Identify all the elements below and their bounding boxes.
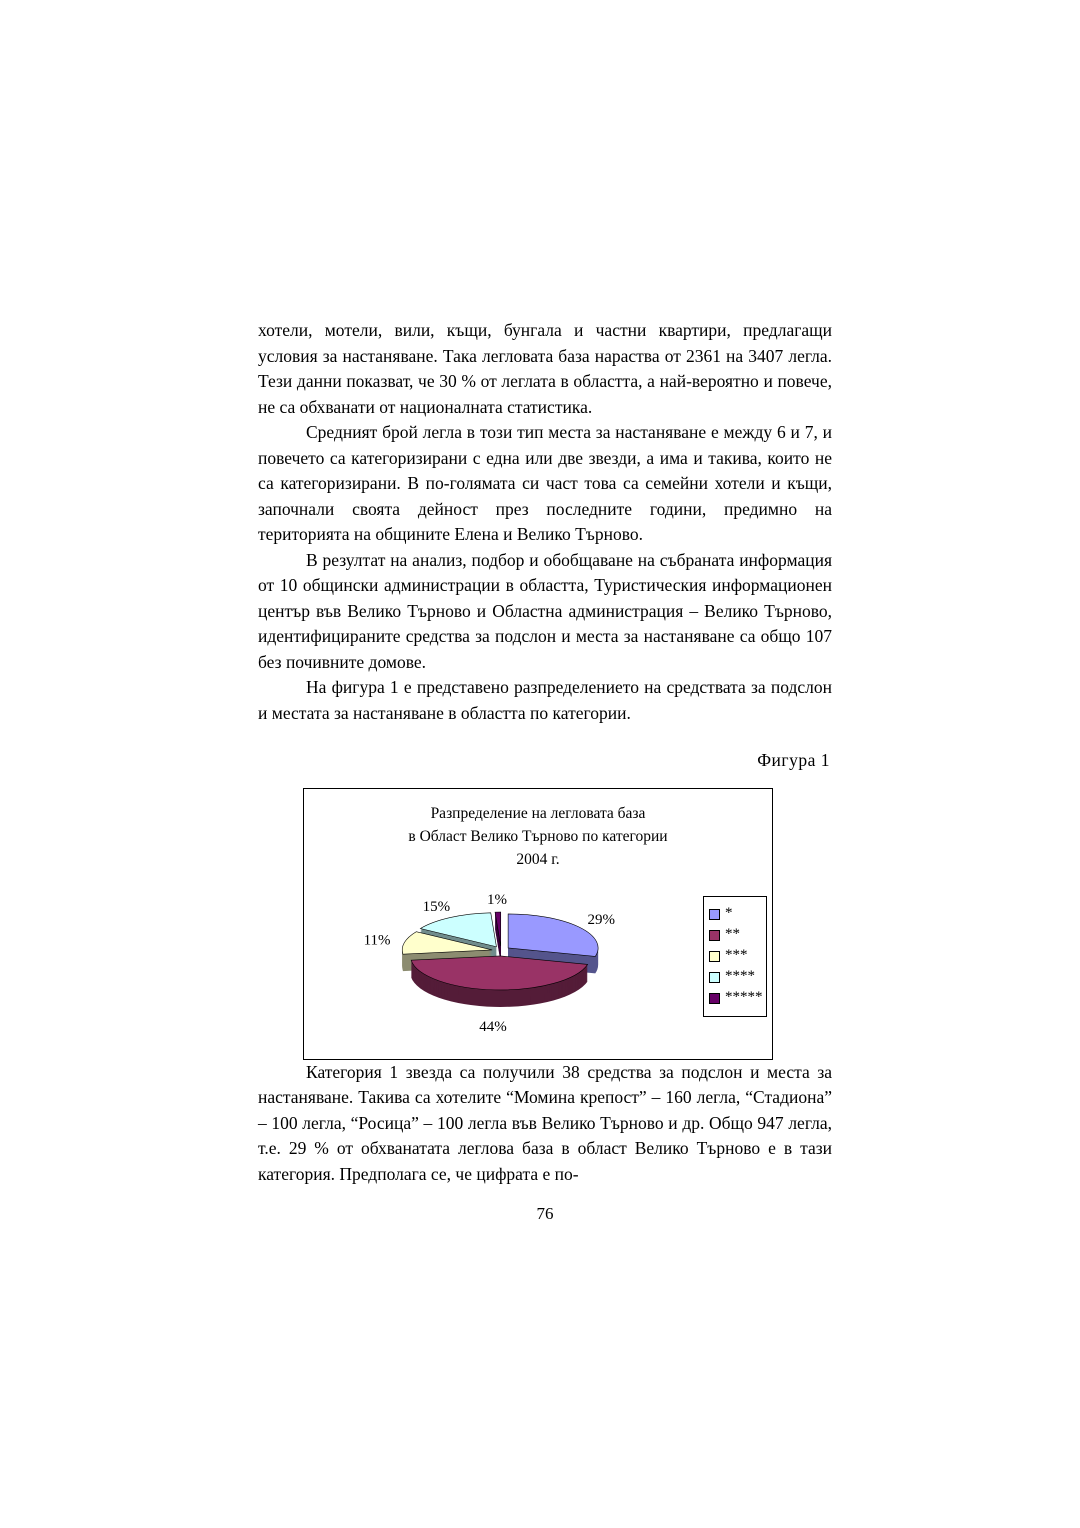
pie-chart-svg <box>304 789 772 1059</box>
pie-data-label: 29% <box>587 911 616 928</box>
chart-title-line: Разпределение на легловата база <box>430 804 646 822</box>
chart-title-line: в Област Велико Търново по категории <box>408 827 668 845</box>
page-number: 76 <box>536 1204 554 1223</box>
paragraph: Средният брой легла в този тип места за настаняване е между 6 и 7, и повечето са категоризирани с една или две звезди, а има и такива, които не са категоризирани. В по-голямата си част това са семейни хотели и къщи, започнали своята дейност през последните години, предимно на територията на общините Елена и Велико Търново. <box>258 422 832 544</box>
pie-data-label: 11% <box>363 932 391 949</box>
legend-label: ** <box>725 926 740 943</box>
chart-legend <box>703 896 767 1017</box>
legend-swatch <box>709 930 720 941</box>
paragraph: хотели, мотели, вили, къщи, бунгала и частни квартири, предлагащи условия за настаняване. Така легловата база нараства от 2361 на 3407 легла. Тези данни показват, че 30 % от леглата в областта, а най-вероятно и повече, не са обхванати от националната статистика. <box>258 320 832 417</box>
legend-swatch <box>709 909 720 920</box>
paragraph: На фигура 1 е представено разпределението на средствата за подслон и местата за настаняване в областта по категории. <box>258 677 832 723</box>
figure-label: Фигура 1 <box>757 750 830 770</box>
legend-label: * <box>725 905 733 922</box>
legend-swatch <box>709 951 720 962</box>
pie-data-label: 15% <box>422 898 451 915</box>
chart-title-line: 2004 г. <box>516 850 560 868</box>
paragraph: Категория 1 звезда са получили 38 средства за подслон и места за настаняване. Такива са хотелите “Момина крепост” – 160 легла, “Стадиона” – 100 легла, “Росица” – 100 легла във Велико Търново и др. Общо 947 легла, т.е. 29 % от обхванатата леглова база в област Велико Търново е в тази категория. Предполага се, че цифрата е по- <box>258 1061 832 1184</box>
pie-data-label: 1% <box>487 891 507 908</box>
legend-label: **** <box>725 968 755 985</box>
legend-swatch <box>709 972 720 983</box>
legend-label: ***** <box>725 989 763 1006</box>
figure-1 <box>303 788 773 1060</box>
legend-swatch <box>709 993 720 1004</box>
legend-label: *** <box>725 947 748 964</box>
legend-item <box>709 988 761 1009</box>
text-column <box>258 318 832 1227</box>
paragraph: В резултат на анализ, подбор и обобщаване на събраната информация от 10 общински администрации в областта, Туристическия информационен център във Велико Търново и Областна администрация – Велико Търново, идентифицираните средства за подслон и места за настаняване са общо 107 без почивните домове. <box>258 549 832 672</box>
pie-data-label: 44% <box>479 1018 507 1035</box>
